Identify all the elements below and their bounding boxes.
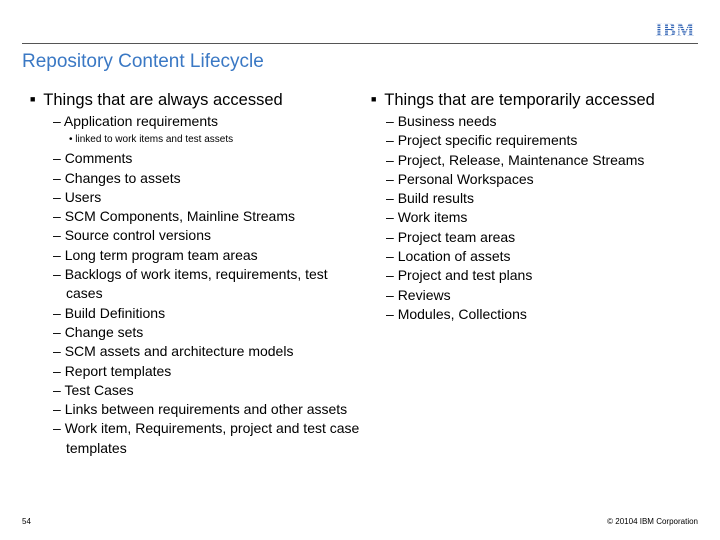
list-item-text: Comments [64,150,133,167]
list-item-text: Project team areas [397,228,516,245]
list-item-text: Work item, Requirements, project and test case templates [64,420,360,456]
dash-bullet: – [386,248,398,265]
dash-bullet: – [386,228,398,245]
dash-bullet: – [386,151,398,168]
list-item-text: Long term program team areas [64,246,258,263]
list-item-text: Backlogs of work items, requirements, test cases [64,266,328,302]
dash-bullet: – [53,343,65,360]
list-item [30,169,360,188]
dash-bullet: – [53,381,65,398]
list-item [30,304,360,323]
list-item-text: SCM assets and architecture models [64,343,294,360]
left-heading [30,89,360,110]
list-item-text: Location of assets [397,248,511,265]
logo-text: IBM [655,20,695,38]
list-item [30,149,360,168]
list-item [30,226,360,245]
square-bullet-icon: ■ [30,94,36,104]
right-heading-text: Things that are temporarily accessed [384,91,655,109]
list-item-text: Users [64,188,102,205]
list-item [371,208,711,227]
dash-bullet: – [53,150,65,167]
dash-bullet: – [53,362,65,379]
dash-bullet: – [386,267,398,284]
list-item [30,342,360,361]
list-item-text: Work items [397,209,468,226]
list-item-text: Test Cases [64,381,134,398]
dash-bullet: – [386,209,398,226]
list-item-text: Build results [397,190,474,207]
ibm-logo [652,20,698,38]
list-item [30,188,360,207]
list-item [371,266,711,285]
list-item [371,112,711,131]
list-item-text: Personal Workspaces [397,170,534,187]
right-items-list [371,112,711,324]
list-item-text: Links between requirements and other assets [64,401,348,418]
list-item [30,112,360,131]
list-item-text: Modules, Collections [397,305,527,322]
dash-bullet: – [386,170,398,187]
list-item-text: Project, Release, Maintenance Streams [397,151,645,168]
list-item-text: Application requirements [63,113,218,129]
sub-list-item [30,133,360,146]
list-item [371,286,711,305]
list-item [30,381,360,400]
sub-list-item-text: linked to work items and test assets [75,134,234,146]
list-item [371,228,711,247]
copyright-text: © 20104 IBM Corporation [607,517,698,526]
dash-bullet: – [386,132,398,149]
list-item [30,400,360,419]
dash-bullet: – [386,286,398,303]
list-item-text: Reviews [397,286,451,303]
list-item-text: Report templates [64,362,172,379]
list-item-text: Business needs [397,113,497,129]
right-heading [371,89,711,110]
slide-title: Repository Content Lifecycle [22,51,264,72]
left-heading-text: Things that are always accessed [43,91,283,109]
list-item-text: Change sets [64,323,144,340]
dot-bullet: • [69,134,76,146]
list-item-text: SCM Components, Mainline Streams [64,208,295,225]
list-item [30,265,360,304]
list-item [30,362,360,381]
dash-bullet: – [53,323,65,340]
left-items-list [30,112,360,458]
list-item-text: Build Definitions [64,304,166,321]
list-item [371,151,711,170]
list-item [371,247,711,266]
dash-bullet: – [386,113,398,129]
dash-bullet: – [53,188,65,205]
list-item-text: Source control versions [64,227,211,244]
dash-bullet: – [386,190,398,207]
dash-bullet: – [386,305,398,322]
list-item [371,131,711,150]
list-item [30,246,360,265]
list-item-text: Project and test plans [397,267,533,284]
list-item [371,170,711,189]
dash-bullet: – [53,420,65,437]
square-bullet-icon: ■ [371,94,377,104]
right-column [371,89,711,324]
list-item [30,323,360,342]
dash-bullet: – [53,113,64,129]
list-item [371,189,711,208]
dash-bullet: – [53,246,65,263]
dash-bullet: – [53,208,65,225]
dash-bullet: – [53,227,65,244]
list-item-text: Project specific requirements [397,132,578,149]
list-item [371,305,711,324]
list-item-text: Changes to assets [64,169,181,186]
dash-bullet: – [53,401,65,418]
dash-bullet: – [53,266,65,283]
header-divider [22,43,698,44]
list-item [30,419,360,458]
dash-bullet: – [53,304,65,321]
list-item [30,207,360,226]
page-number: 54 [22,517,31,526]
dash-bullet: – [53,169,65,186]
left-column [30,89,360,458]
